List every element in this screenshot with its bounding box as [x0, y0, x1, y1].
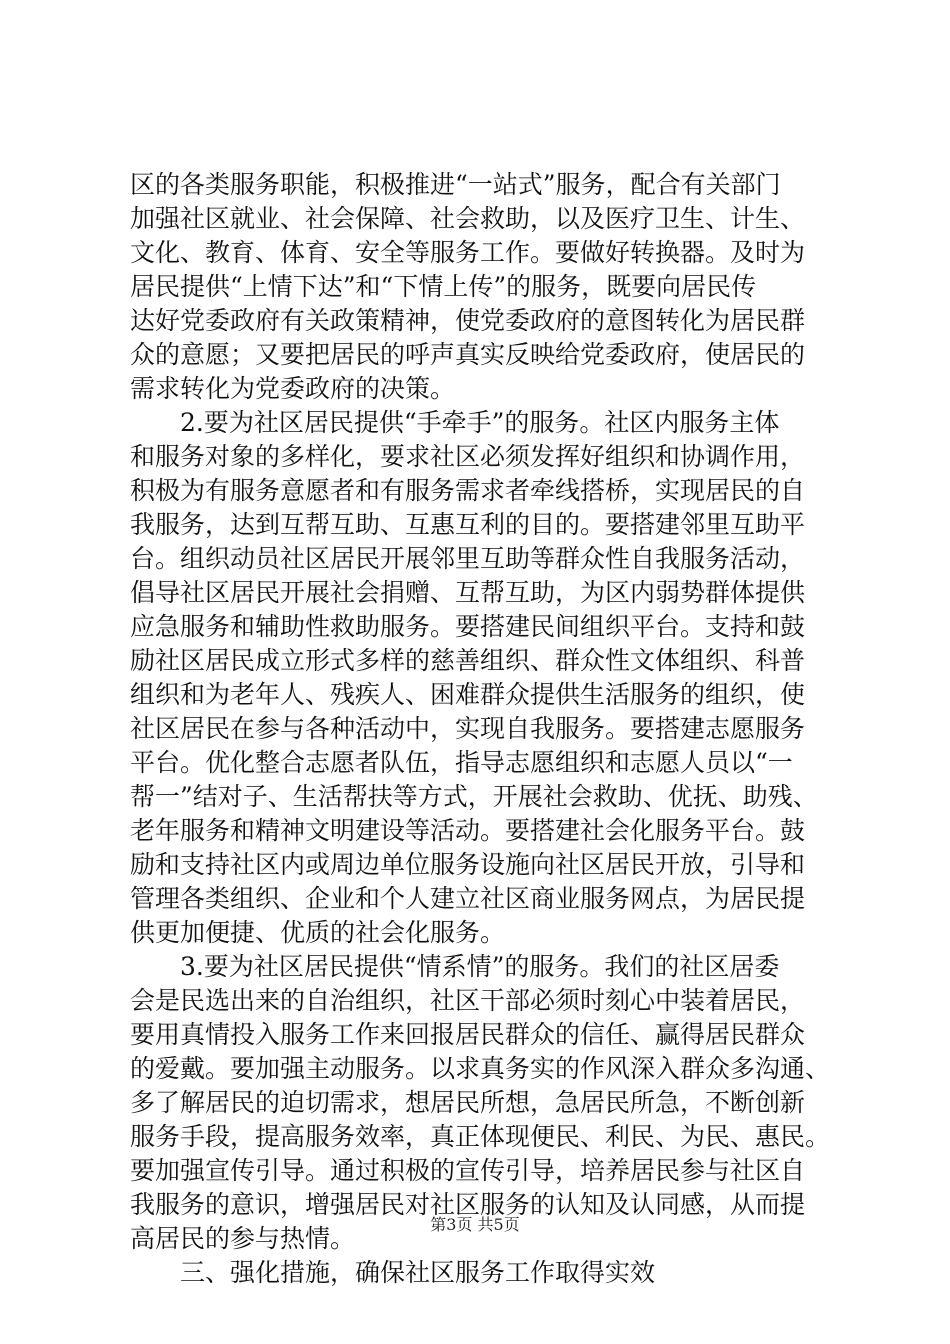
text-line: 台。组织动员社区居民开展邻里互助等群众性自我服务活动，	[130, 544, 806, 573]
text-line: 加强社区就业、社会保障、社会救助，以及医疗卫生、计生、	[130, 204, 806, 233]
text-line: 励和支持社区内或周边单位服务设施向社区居民开放，引导和	[130, 850, 806, 879]
text-line: 居民提供“上情下达”和“下情上传”的服务，既要向居民传	[130, 272, 757, 301]
text-line: 达好党委政府有关政策精神，使党委政府的意图转化为居民群	[130, 306, 806, 335]
text-line: 积极为有服务意愿者和有服务需求者牵线搭桥，实现居民的自	[130, 476, 806, 505]
text-line: 要用真情投入服务工作来回报居民群众的信任、赢得居民群众	[130, 1020, 806, 1049]
paragraph-start-line: 3.要为社区居民提供“情系情”的服务。我们的社区居委	[180, 952, 780, 981]
text-line: 应急服务和辅助性救助服务。要搭建民间组织平台。支持和鼓	[130, 612, 806, 641]
text-line: 组织和为老年人、残疾人、困难群众提供生活服务的组织，使	[130, 680, 806, 709]
text-line: 管理各类组织、企业和个人建立社区商业服务网点，为居民提	[130, 884, 806, 913]
text-line: 倡导社区居民开展社会捐赠、互帮互助，为区内弱势群体提供	[130, 578, 806, 607]
text-line: 帮一”结对子、生活帮扶等方式，开展社会救助、优抚、助残、	[130, 782, 818, 811]
text-line: 区的各类服务职能，积极推进“一站式”服务，配合有关部门	[130, 170, 781, 199]
text-line: 需求转化为党委政府的决策。	[130, 374, 456, 403]
text-line: 文化、教育、体育、安全等服务工作。要做好转换器。及时为	[130, 238, 806, 267]
document-body	[130, 168, 830, 1290]
text-line: 的爱戴。要加强主动服务。以求真务实的作风深入群众多沟通、	[130, 1054, 831, 1083]
text-line: 我服务，达到互帮互助、互惠互利的目的。要搭建邻里互助平	[130, 510, 806, 539]
text-line: 服务手段，提高服务效率，真正体现便民、利民、为民、惠民。	[130, 1122, 831, 1151]
paragraph-start-line: 2.要为社区居民提供“手牵手”的服务。社区内服务主体	[180, 408, 780, 437]
text-line: 励社区居民成立形式多样的慈善组织、群众性文体组织、科普	[130, 646, 806, 675]
text-line: 众的意愿；又要把居民的呼声真实反映给党委政府，使居民的	[130, 340, 806, 369]
text-line: 高居民的参与热情。	[130, 1224, 356, 1253]
text-line: 要加强宣传引导。通过积极的宣传引导，培养居民参与社区自	[130, 1156, 806, 1185]
text-line: 和服务对象的多样化，要求社区必须发挥好组织和协调作用，	[130, 442, 806, 471]
text-line: 平台。优化整合志愿者队伍，指导志愿组织和志愿人员以“一	[130, 748, 793, 777]
section-heading: 三、强化措施，确保社区服务工作取得实效	[180, 1258, 656, 1287]
text-line: 多了解居民的迫切需求，想居民所想，急居民所急，不断创新	[130, 1088, 806, 1117]
text-line: 会是民选出来的自治组织，社区干部必须时刻心中装着居民，	[130, 986, 806, 1015]
text-line: 供更加便捷、优质的社会化服务。	[130, 918, 506, 947]
text-line: 社区居民在参与各种活动中，实现自我服务。要搭建志愿服务	[130, 714, 806, 743]
page-number-footer: 第3页 共5页	[430, 1215, 520, 1234]
text-line: 老年服务和精神文明建设等活动。要搭建社会化服务平台。鼓	[130, 816, 806, 845]
text-line: 我服务的意识，增强居民对社区服务的认知及认同感，从而提	[130, 1190, 806, 1219]
